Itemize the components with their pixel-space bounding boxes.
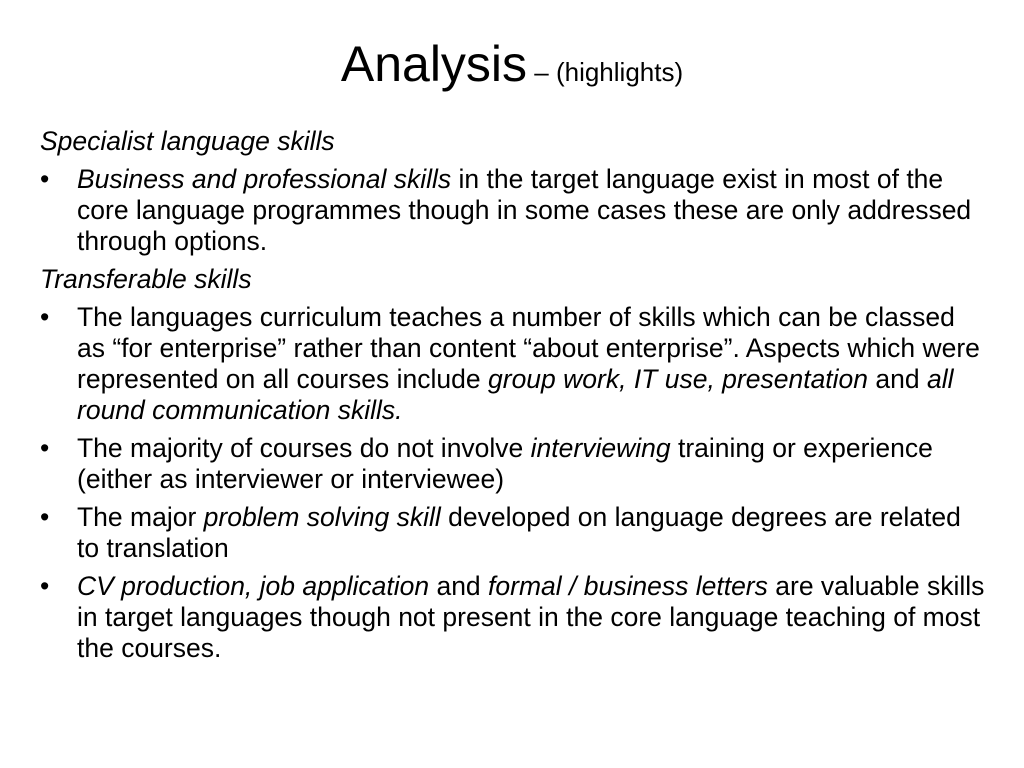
- bullet-text-italic: formal / business letters: [488, 571, 768, 601]
- bullet-interviewing: [40, 433, 990, 495]
- bullet-text-italic: CV production, job application: [77, 571, 430, 601]
- bullet-business-skills: [40, 164, 990, 257]
- bullet-text: The majority of courses do not involve: [77, 433, 531, 463]
- title-subtitle: – (highlights): [527, 57, 684, 87]
- bullet-text: training or experience (either as interviewer or interviewee): [77, 433, 933, 494]
- bullet-text-italic: Business and professional skills: [77, 164, 452, 194]
- section-heading-transferable: Transferable skills: [40, 264, 252, 294]
- bullet-text: are valuable skills in target languages though not present in the core language teaching of most the courses.: [77, 571, 985, 663]
- bullet-text: and: [868, 364, 927, 394]
- slide-title: [0, 34, 1024, 102]
- bullet-text-italic: interviewing: [530, 433, 671, 463]
- section-heading-specialist: Specialist language skills: [40, 126, 335, 156]
- bullet-text: The languages curriculum teaches a number of skills which can be classed as “for enterprise” rather than content “about enterprise”. Aspects which were represented on all courses include: [77, 302, 980, 394]
- slide-content: [40, 126, 990, 671]
- bullet-text-italic: problem solving skill: [203, 502, 441, 532]
- bullet-text-italic: all round communication skills.: [77, 364, 954, 425]
- bullet-text: and: [429, 571, 489, 601]
- bullet-cv-production: [40, 571, 990, 664]
- bullet-dot: •: [40, 571, 50, 601]
- bullet-text-italic: group work, IT use, presentation: [488, 364, 869, 394]
- bullet-text: in the target language exist in most of the core language programmes though in some cases these are only addressed through options.: [77, 164, 972, 256]
- bullet-problem-solving: [40, 502, 990, 564]
- bullet-curriculum: [40, 302, 990, 426]
- title-main: Analysis: [340, 36, 528, 92]
- bullet-dot: •: [40, 302, 50, 332]
- bullet-dot: •: [40, 164, 50, 194]
- bullet-text: developed on language degrees are related to translation: [77, 502, 961, 563]
- bullet-text: The major: [77, 502, 204, 532]
- bullet-dot: •: [40, 502, 50, 532]
- bullet-dot: •: [40, 433, 50, 463]
